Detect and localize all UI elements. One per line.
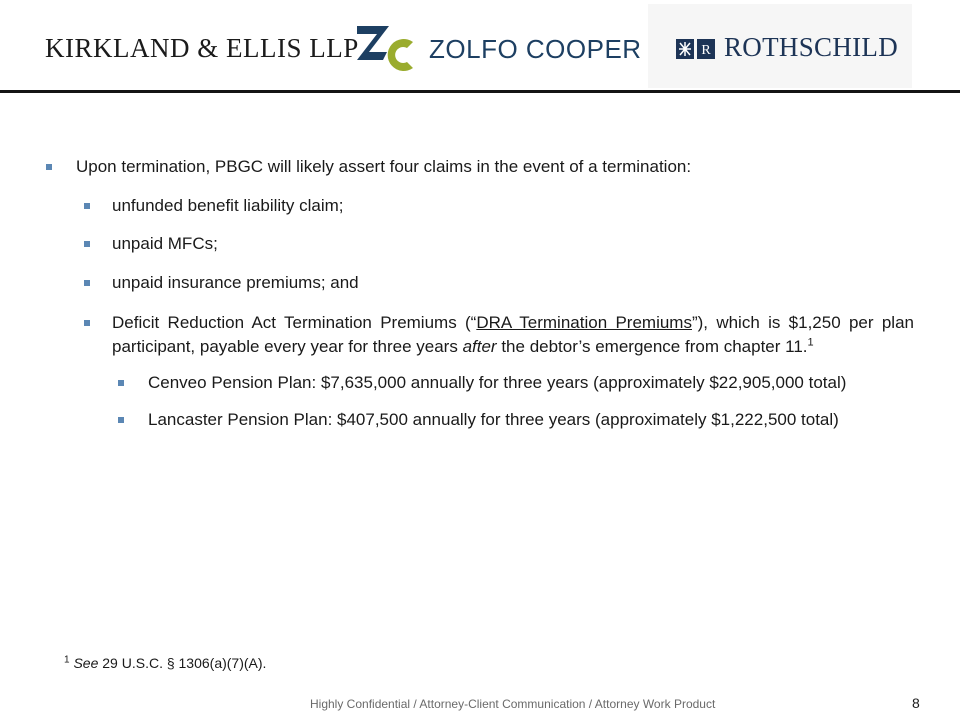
dra-text-part: the debtor’s emergence from chapter 11. [496, 337, 808, 356]
zolfo-cooper-mark-icon [355, 22, 417, 74]
footnote-signal: See [73, 655, 99, 671]
bullet-marker [84, 320, 90, 326]
footnote-citation: 29 U.S.C. § 1306(a)(7)(A). [98, 655, 267, 671]
zolfo-cooper-wordmark: ZOLFO COOPER [429, 34, 642, 64]
dra-defined-term: DRA Termination Premiums [476, 313, 692, 332]
bullet-marker [84, 241, 90, 247]
header-divider [0, 90, 960, 93]
rothschild-emblem-icon [676, 39, 716, 59]
rothschild-wordmark: ROTHSCHILD [724, 32, 899, 62]
kirkland-ellis-logo: KIRKLAND & ELLIS LLP [45, 33, 359, 63]
footnote-number: 1 [64, 654, 70, 666]
footnote [64, 655, 266, 671]
claim-item: unpaid insurance premiums; and [112, 273, 359, 292]
main-bullet: Upon termination, PBGC will likely assert four claims in the event of a termination: [76, 157, 692, 176]
bullet-marker [118, 380, 124, 386]
dra-premium-item [112, 311, 914, 359]
plan-item: Lancaster Pension Plan: $407,500 annually for three years (approximately $1,222,500 total) [148, 410, 839, 429]
plan-item: Cenveo Pension Plan: $7,635,000 annually for three years (approximately $22,905,000 total) [148, 373, 847, 392]
dra-text-part: Deficit Reduction Act Termination Premiums (“ [112, 313, 477, 332]
dra-emphasis: after [462, 337, 497, 356]
claim-item: unfunded benefit liability claim; [112, 196, 344, 215]
footnote-reference: 1 [807, 336, 814, 349]
zolfo-cooper-logo [355, 22, 642, 74]
confidentiality-notice: Highly Confidential / Attorney-Client Communication / Attorney Work Product [310, 697, 716, 711]
bullet-marker [46, 164, 52, 170]
claim-item: unpaid MFCs; [112, 234, 218, 253]
bullet-marker [118, 417, 124, 423]
dra-text-part: ”), which is $1,250 per plan participant, payable every year for three years [112, 313, 914, 356]
page-number: 8 [912, 695, 920, 711]
bullet-marker [84, 280, 90, 286]
bullet-marker [84, 203, 90, 209]
rothschild-logo [648, 4, 912, 88]
svg-text:R: R [701, 43, 711, 58]
header [0, 0, 960, 92]
